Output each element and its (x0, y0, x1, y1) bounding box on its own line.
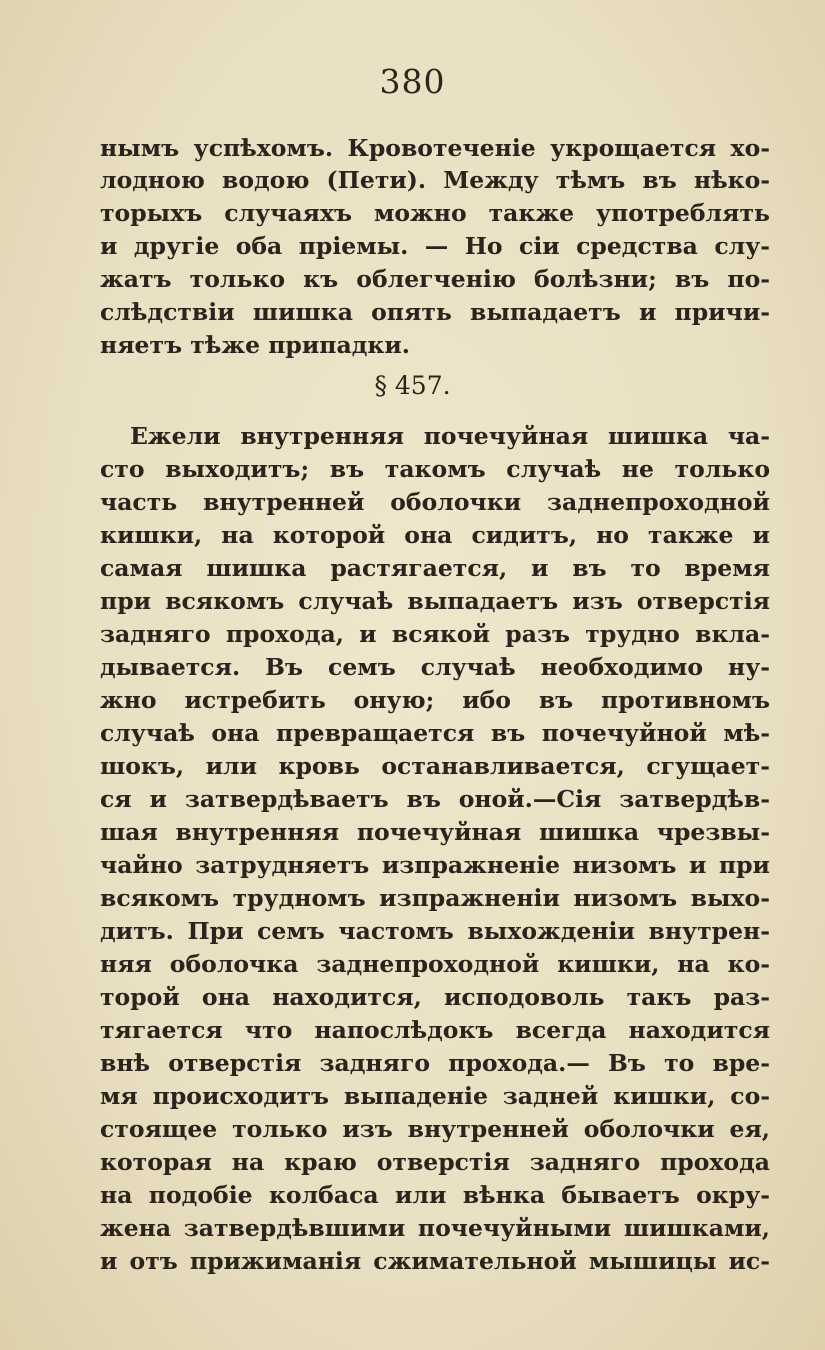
text-line: всякомъ трудномъ изпражненіи низомъ выхо- (100, 884, 770, 912)
page-number: 380 (379, 62, 446, 101)
text-line: которая на краю отверстія задняго прохода (100, 1148, 770, 1176)
text-line: жно истребить оную; ибо въ противномъ (100, 686, 770, 714)
text-line: шокъ, или кровь останавливается, сгущает- (100, 752, 770, 780)
text-line: задняго прохода, и всякой разъ трудно вкла- (100, 620, 770, 648)
text-line: на подобіе колбаса или вѣнка бываетъ окру- (100, 1181, 770, 1209)
text-line: и другіе оба пріемы. — Но сіи средства слу- (100, 232, 770, 260)
text-line: шая внутренняя почечуйная шишка чрезвы- (100, 818, 770, 846)
text-line: няя оболочка заднепроходной кишки, на ко- (100, 950, 770, 978)
text-line: часть внутренней оболочки заднепроходной (100, 488, 770, 516)
section-heading: § 457. (374, 371, 451, 400)
text-line: торыхъ случаяхъ можно также употреблять (100, 199, 770, 227)
text-line: и отъ прижиманія сжимательной мышицы ис- (100, 1247, 770, 1275)
text-line: самая шишка растягается, и въ то время (100, 554, 770, 582)
text-line: стоящее только изъ внутренней оболочки ея, (100, 1115, 770, 1143)
text-line: дывается. Въ семъ случаѣ необходимо ну- (100, 653, 770, 681)
text-line: няетъ тѣже припадки. (100, 331, 410, 359)
text-line: Ежели внутренняя почечуйная шишка ча- (130, 422, 770, 450)
text-line: случаѣ она превращается въ почечуйной мѣ- (100, 719, 770, 747)
text-line: мя происходитъ выпаденіе задней кишки, со- (100, 1082, 770, 1110)
text-line: тягается что напослѣдокъ всегда находится (100, 1016, 770, 1044)
text-line: чайно затрудняетъ изпражненіе низомъ и при (100, 851, 770, 879)
text-line: ся и затвердѣваетъ въ оной.—Сія затвердѣв- (100, 785, 770, 813)
text-line: торой она находится, исподоволь такъ раз- (100, 983, 770, 1011)
text-line: слѣдствіи шишка опять выпадаетъ и причи- (100, 298, 770, 326)
text-line: сто выходитъ; въ такомъ случаѣ не только (100, 455, 770, 483)
text-line: нымъ успѣхомъ. Кровотеченіе укрощается хо- (100, 134, 770, 162)
text-line: жатъ только къ облегченію болѣзни; въ по- (100, 265, 770, 293)
text-line: внѣ отверстія задняго прохода.— Въ то вре- (100, 1049, 770, 1077)
text-line: при всякомъ случаѣ выпадаетъ изъ отверстія (100, 587, 770, 615)
text-line: кишки, на которой она сидитъ, но также и (100, 521, 770, 549)
text-line: жена затвердѣвшими почечуйными шишками, (100, 1214, 770, 1242)
text-line: лодною водою (Пети). Между тѣмъ въ нѣко- (100, 166, 770, 194)
text-line: дитъ. При семъ частомъ выхожденіи внутрен- (100, 917, 770, 945)
